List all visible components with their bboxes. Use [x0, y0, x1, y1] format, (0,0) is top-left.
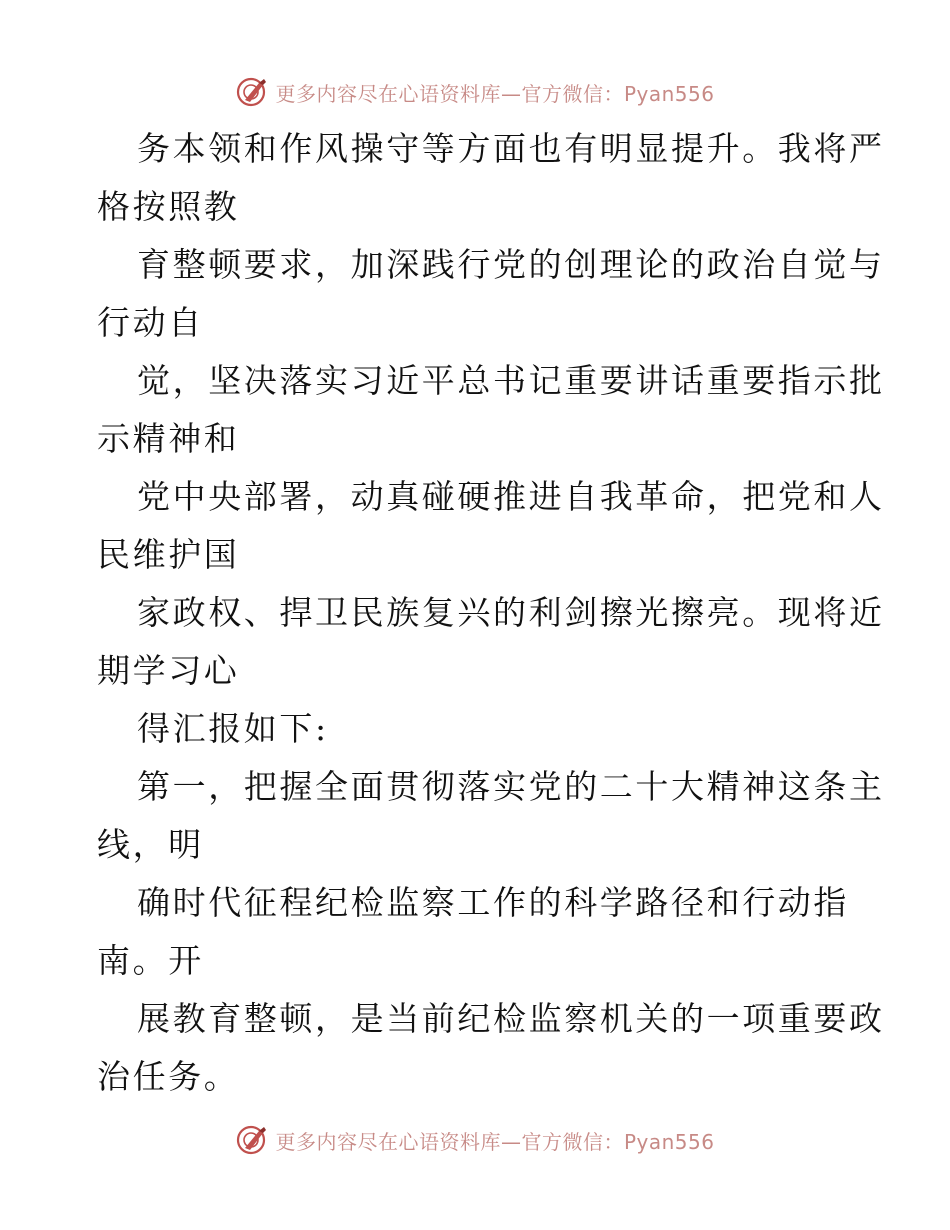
- text-line: 展教育整顿，是当前纪检监察机关的一项重要政: [137, 999, 885, 1038]
- text-line: 第一，把握全面贯彻落实党的二十大精神这条主: [137, 767, 885, 806]
- text-line: 觉，坚决落实习近平总书记重要讲话重要指示批: [137, 361, 885, 400]
- text-line: 务本领和作风操守等方面也有明显提升。我将严: [137, 129, 885, 168]
- watermark-text: 更多内容尽在心语资料库—官方微信：Pyan556: [275, 81, 715, 106]
- text-line: 治任务。: [97, 1057, 240, 1096]
- text-line: 育整顿要求，加深践行党的创理论的政治自觉与: [137, 245, 885, 284]
- text-line: 确时代征程纪检监察工作的科学路径和行动指: [137, 883, 849, 922]
- text-line: 线，明: [97, 825, 204, 864]
- pen-nib-logo-icon: [235, 1123, 269, 1157]
- text-line: 民维护国: [97, 535, 240, 574]
- text-line: 格按照教: [97, 187, 240, 226]
- text-line: 示精神和: [97, 419, 240, 458]
- document-body: [97, 120, 885, 1106]
- footer-watermark: [0, 1120, 950, 1160]
- header-watermark: [0, 72, 950, 112]
- text-line: 行动自: [97, 303, 204, 342]
- text-line: 家政权、捍卫民族复兴的利剑擦光擦亮。现将近: [137, 593, 885, 632]
- pen-nib-logo-icon: [235, 75, 269, 109]
- text-line: 南。开: [97, 941, 204, 980]
- watermark-text: 更多内容尽在心语资料库—官方微信：Pyan556: [275, 1129, 715, 1154]
- text-line: 期学习心: [97, 651, 240, 690]
- text-line: 得汇报如下:: [137, 709, 329, 748]
- text-line: 党中央部署，动真碰硬推进自我革命，把党和人: [137, 477, 885, 516]
